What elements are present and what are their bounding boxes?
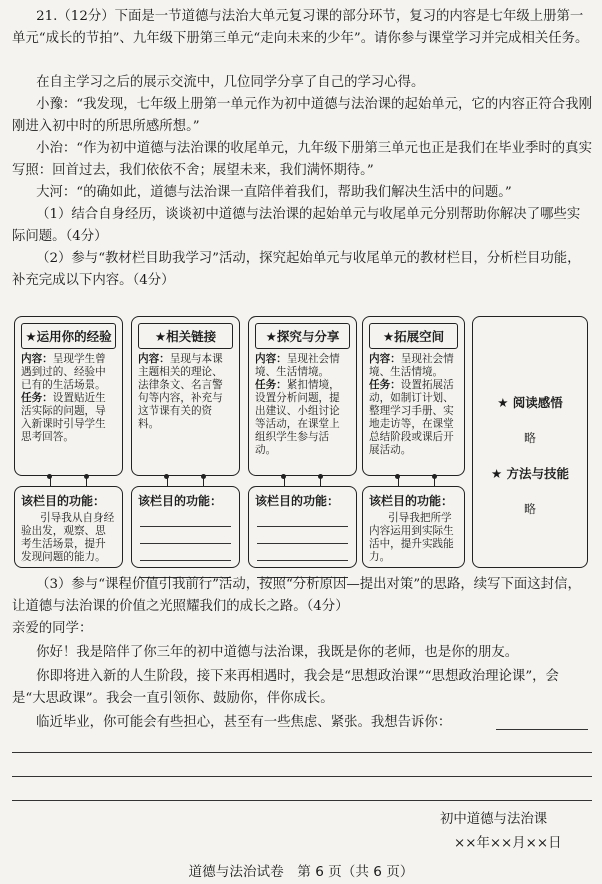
quote-dahe: 大河：“的确如此，道德与法治课一直陪伴着我们，帮助我们解决生活中的问题。” (36, 185, 512, 200)
side-item-reading-note: 略 (523, 431, 536, 445)
task-1: （1）结合自身经历，谈谈初中道德与法治课的起始单元与收尾单元分别帮助你解决了哪些实际问题。（4分） (12, 207, 581, 244)
function-card-experience (14, 486, 123, 568)
card-content: 内容：呈现社会情境、生活情境。 任务：设置拓展活动，如制订计划、整理学习手册、实地走访等，在课堂总结阶段或课后开展活动。 (369, 353, 454, 456)
function-title: 该栏目的功能： (138, 494, 223, 508)
card-content: 内容：呈现社会情境、生活情境。 任务：紧扣情境，设置分析问题，提出建议、小组讨论等活动，在课堂上组织学生参与活动。 (255, 353, 340, 456)
card-title: ★拓展空间 (369, 323, 458, 349)
page-footer: 道德与法治试卷 第 6 页（共 6 页） (188, 864, 414, 880)
answer-line[interactable] (140, 512, 231, 527)
function-card-extension (362, 486, 465, 568)
function-title: 该栏目的功能： (21, 494, 106, 508)
answer-line[interactable] (12, 752, 592, 753)
answer-line[interactable] (496, 729, 588, 730)
question-context: 在自主学习之后的展示交流中，几位同学分享了自己的学习心得。 (36, 75, 425, 90)
letter-signature: 初中道德与法治课 (440, 812, 548, 827)
task-2: （2）参与“教材栏目助我学习”活动，探究起始单元与收尾单元的教材栏目，分析栏目功能，补充完成以下内容。（4分） (12, 251, 581, 288)
column-card-explore (248, 316, 357, 476)
card-title: ★相关链接 (138, 323, 233, 349)
function-text: 引导我从自身经验出发，观察、思考生活场景，提升发现问题的能力。 (21, 512, 115, 563)
function-card-explore (248, 486, 357, 568)
side-card-reading-methods (472, 316, 588, 568)
answer-line[interactable] (140, 546, 231, 561)
function-card-links (131, 486, 240, 568)
answer-line[interactable] (257, 546, 348, 561)
answer-line[interactable] (257, 512, 348, 527)
card-content: 内容：呈现学生曾遇到过的、经验中已有的生活场景。 任务：设置贴近生活实际的问题，导入新课时引导学生思考回答。 (21, 353, 106, 443)
card-title: ★探究与分享 (255, 323, 350, 349)
answer-line[interactable] (140, 529, 231, 544)
column-card-experience (14, 316, 123, 476)
letter-paragraph-3: 临近毕业，你可能会有些担心，甚至有一些焦虑、紧张。我想告诉你： (36, 715, 452, 730)
question-intro: 21.（12分）下面是一节道德与法治大单元复习课的部分环节，复习的内容是七年级上册第一单元“成长的节拍”、九年级下册第三单元“走向未来的少年”。请你参与课堂学习并完成相关任务。 (12, 9, 589, 46)
letter-paragraph-1: 你好！我是陪伴了你三年的初中道德与法治课，我既是你的老师，也是你的朋友。 (36, 645, 519, 660)
column-card-extension (362, 316, 465, 476)
answer-line[interactable] (12, 776, 592, 777)
function-title: 该栏目的功能： (255, 494, 340, 508)
column-card-links (131, 316, 240, 476)
task-3: （3）参与“课程价值引我前行”活动，按照“分析原因—提出对策”的思路，续写下面这封信，让道德与法治课的价值之光照耀我们的成长之路。（4分） (12, 577, 581, 614)
side-item-methods: ★ 方法与技能 (490, 466, 570, 481)
letter-date: ××年××月××日 (454, 836, 562, 851)
answer-line[interactable] (257, 529, 348, 544)
function-text: 引导我把所学内容运用到实际生活中，提升实践能力。 (369, 512, 454, 563)
function-title: 该栏目的功能： (369, 494, 454, 508)
answer-line[interactable] (12, 800, 592, 801)
quote-xiaozhi: 小治：“作为初中道德与法治课的收尾单元，九年级下册第三单元也正是我们在毕业季时的真实写照：回首过去，我们依依不舍；展望未来，我们满怀期待。” (12, 141, 592, 178)
card-content: 内容：呈现与本课主题相关的理论、法律条文、名言警句等内容，补充与这节课有关的资料。 (138, 353, 223, 430)
card-title: ★运用你的经验 (21, 323, 116, 349)
letter-greeting: 亲爱的同学： (12, 621, 93, 636)
side-item-reading: ★ 阅读感悟 (497, 395, 563, 410)
side-item-methods-note: 略 (523, 502, 536, 516)
quote-xiaoyu: 小豫：“我发现，七年级上册第一单元作为初中道德与法治课的起始单元，它的内容正符合我刚刚进入初中时的所思所感所想。” (12, 97, 592, 134)
letter-paragraph-2: 你即将进入新的人生阶段，接下来再相遇时，我会是“思想政治课”“思想政治理论课”，会是“大思政课”。我会一直引领你、鼓励你，伴你成长。 (12, 669, 559, 706)
